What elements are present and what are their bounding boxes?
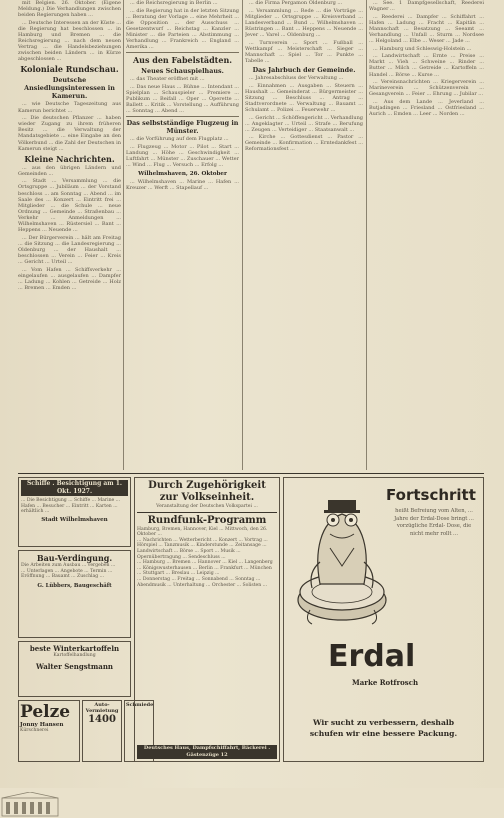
ad-erdal-mark: Marke Rotfrosch — [352, 678, 419, 687]
kolonial-text: ... wie Deutsche Tageszeitung aus Kamerun berichtet ... — [18, 101, 121, 114]
frog-mascot-illustration — [290, 492, 394, 632]
rule-col2-b — [126, 116, 239, 117]
column-rule-1 — [123, 0, 124, 470]
heading-kolonial: Koloniale Rundschau. — [20, 64, 119, 75]
ad-verdingung-footer: G. Lübbers, Baugeschäft — [37, 582, 112, 589]
jahr-text-col4: ... Hamburg und Schleswig-Holstein ... — [373, 45, 472, 52]
column-3: ... die Firma Pergamon Oldenburg ... ... Versammlung ... Rede ... die Vorträge ... Mitglieder ... Ortsgruppe ... Kreisverband ... Landesverband ... Bund ... Wilhelmshaven ... Rüstringen ... Bant ... Heppens ... Neuende ... Jever ... Varel ... Oldenburg ... ... Turnverein ... Sport ... Fußball ... Wettkampf ... Meisterschaft ... Sieger ... Mannschaft ... Spiel ... Tor ... Punkte ... Tabelle ... Das Jahrbuch der Gemeinde. ... Jahresabschluss der Verwaltung ... ... Einnahmen ... Ausgaben ... Steuern ... Haushalt ... Gemeinderat ... Bürgermeister ... Sitzung ... Beschluss ... Antrag ... Stadtverordnete ... Verwaltung ... Bauamt ... Schulamt ... Polizei ... Feuerwehr ... ... Gericht ... Schöffengericht ... Verhandlung ... Angeklagter ... Urteil ... Strafe ... Berufung ... Zeugen ... Verteidiger ... Staatsanwalt ... ... Kirche ... Gottesdienst ... Pastor ... Gemeinde ... Konfirmation ... Erntedankfest ... Reformationsfest ... — [245, 0, 363, 153]
flugzeug-text: ... die Vorführung auf dem Flugplatz ... — [130, 136, 229, 143]
fabel-text: ... das Theater eröffnet mit ... — [130, 76, 205, 83]
jahr-text-col3: ... Jahresabschluss der Verwaltung ... — [249, 74, 344, 81]
ad-erdal-title: Fortschritt — [386, 486, 476, 504]
nachrichten-text: ... aus den übrigen Ländern und Gemeinden ... — [18, 164, 121, 177]
page-margin-bottom — [0, 788, 504, 818]
ad-rundfunk-headline-2: zur Volkseinheit. — [159, 492, 255, 503]
ad-rundfunk-headline-1: Durch Zugehörigkeit — [148, 480, 266, 491]
ad-rundfunk-program: Hamburg, Bremen, Hannover, Kiel ... Mittwoch, den 26. Oktober ... — [137, 526, 268, 538]
ad-kartoffeln-sub: Walter Sengstmann — [35, 661, 114, 671]
column-rule-3 — [366, 0, 367, 470]
ad-erdal-slogan-2: schufen wir eine bessere Packung. — [309, 729, 458, 738]
dateline: Wilhelmshaven, 26. Oktober — [138, 171, 227, 178]
subheading-kolonial: Deutsche Ansiedlungsinteressen in Kamerun. — [24, 76, 115, 101]
ad-pelze — [18, 700, 80, 762]
ad-rundfunk-text: Veranstaltung der Deutschen Volkspartei ... — [156, 504, 258, 509]
ad-kartoffeln-text: Kartoffelhandlung — [53, 653, 96, 658]
column-1-lead: mit Belgien. 26. Oktober. (Eigene Meldung.) Die Verhandlungen zwischen beiden Regierungen haben ... — [18, 0, 121, 19]
ad-verdingung: Bau-Verdingung. Die Arbeiten zum Ausbau ... vergeben ... ... Unterlagen ... Angebote ... Termin ... Eröffnung ... Bauamt ... Zuschlag ... G. Lübbers, Baugeschäft — [18, 550, 131, 638]
column-1: mit Belgien. 26. Oktober. (Eigene Meldung.) Die Verhandlungen zwischen beiden Regierungen haben ... ... Deutsche Interessen an der Küste ... die Regierung hat beschlossen ... in Hamburg und Bremen ... die Reichsregierung ... nach dem neuen Vertrag ... die Handelsbeziehungen zwischen beiden Ländern ... in Kürze abgeschlossen ... Koloniale Rundschau. Deutsche Ansiedlungsinteressen in Kamerun. ... wie Deutsche Tageszeitung aus Kamerun berichtet ... ... Die deutschen Pflanzer ... haben wieder Zugang zu ihrem früheren Besitz ... die Verwaltung der Mandatsgebiete ... eine Eingabe an den Völkerbund ... die Zahl der Deutschen in Kamerun steigt ... Kleine Nachrichten. ... aus den übrigen Ländern und Gemeinden ... ... Stadt ... Versammlung ... die Ortsgruppe ... Jubiläum ... der Vorstand beschloss ... am Sonntag ... Abend ... im Saale des ... Konzert ... Eintritt frei ... Mitglieder ... die Schule ... neue Ordnung ... Gemeinde ... Straßenbau ... Verkehr ... Anmeldungen ... Wilhelmshaven ... Rüstersiel ... Bant ... Heppens ... Neuende ... ... Der Bürgerverein ... hält am Freitag ... die Sitzung ... die Landesregierung ... Oldenburg ... der Haushalt ... beschlossen ... Verein ... Feier ... Kreis ... Gericht ... Urteil ... ... Vom Hafen ... Schiffsverkehr ... eingelaufen ... ausgelaufen ... Dampfer ... Ladung ... Kohlen ... Getreide ... Holz ... Bremen ... Emden ... — [18, 0, 121, 291]
ad-auto — [82, 700, 122, 762]
ads-separator — [18, 473, 484, 474]
column-2: ... die Reichsregierung in Berlin ... ... die Regierung hat in der letzten Sitzung ... Beratung der Vorlage ... eine Mehrheit ... die Opposition ... der Ausschuss ... Gesetzentwurf ... Reichstag ... Kanzler ... Minister ... die Parteien ... Abstimmung ... Verhandlung ... Frankreich ... England ... Amerika ... Aus den Fabelstädten. Neues Schauspielhaus. ... das Theater eröffnet mit ... ... Das neue Haus ... Bühne ... Intendant ... Spielplan ... Schauspieler ... Premiere ... Publikum ... Beifall ... Oper ... Operette ... Ballett ... Kritik ... Vorstellung ... Aufführung ... Sonntag ... Abend ... Das selbstständige Flugzeug in Münster. ... die Vorführung auf dem Flugplatz ... ... Flugzeug ... Motor ... Pilot ... Start ... Landung ... Höhe ... Geschwindigkeit ... Luftfahrt ... Münster ... Zuschauer ... Wetter ... Wind ... Flug ... Versuch ... Erfolg ... Wilhelmshaven, 26. Oktober ... Wilhelmshaven ... Marine ... Hafen ... Kreuzer ... Werft ... Stapellauf ... — [126, 0, 239, 192]
ad-pelze-title: Pelze — [20, 702, 71, 722]
ad-schiffe: Schiffe . Besichtigung am 1. Okt. 1927. ... Die Besichtigung ... Schiffe ... Marine ... Hafen ... Besucher ... Eintritt ... Karten ... erhältlich ... Stadt Wilhelmshaven — [18, 477, 131, 547]
ad-verdingung-title: Bau-Verdingung. — [36, 553, 113, 563]
column-rule-2 — [242, 0, 243, 470]
ad-rundfunk-title: Rundfunk-Programm — [147, 514, 267, 526]
library-stamp-logo — [0, 792, 60, 818]
ad-auto-title: Auto-Vermietung — [85, 702, 119, 714]
ad-schiffe-title: Schiffe . Besichtigung am 1. Okt. 1927. — [21, 480, 128, 496]
heading-jahr: Das Jahrbuch der Gemeinde. — [252, 65, 356, 74]
heading-nachrichten: Kleine Nachrichten. — [24, 153, 115, 164]
ad-verdingung-text: Die Arbeiten zum Ausbau ... vergeben ... — [21, 563, 116, 568]
ad-erdal — [283, 477, 484, 762]
ad-rundfunk: Durch Zugehörigkeit zur Volkseinheit. Veranstaltung der Deutschen Volkspartei ... Rundfunk-Programm Hamburg, Bremen, Hannover, Kiel ... Mittwoch, den 26. Oktober ... ... Nachrichten ... Wetterbericht ... Konzert ... Vortrag ... Hörspiel ... Tanzmusik ... Kinderstunde ... Zeitansage ... Landwirtschaft ... Börse ... Sport ... Musik ... Opernübertragung ... Sendeschluss ... ... Hamburg ... Bremen ... Hannover ... Kiel ... Langenberg ... Königswusterhausen ... Berlin ... Frankfurt ... München ... Stuttgart ... Breslau ... Leipzig ... ... Donnerstag ... Freitag ... Sonnabend ... Sonntag ... Abendmusik ... Unterhaltung ... Orchester ... Solisten ... Deutsches Haus, Dampfschiffahrt, Bäckerei . Gästenzüge 12 — [134, 477, 280, 762]
heading-flugzeug: Das selbstständige Flugzeug in Münster. — [126, 119, 239, 136]
column-4: ... See. 1 Dampfgesellschaft, Reederei Wagner ... ... Reederei ... Dampfer ... Schiffahrt ... Hafen ... Ladung ... Fracht ... Kapitän ... Mannschaft ... Besatzung ... Seeamt ... Verhandlung ... Unfall ... Sturm ... Nordsee ... Helgoland ... Elbe ... Weser ... Jade ... ... Hamburg und Schleswig-Holstein ... ... Landwirtschaft ... Ernte ... Preise ... Markt ... Vieh ... Schweine ... Rinder ... Butter ... Milch ... Getreide ... Kartoffeln ... Handel ... Börse ... Kurse ... ... Vereinsnachrichten ... Kriegerverein ... Marineverein ... Schützenverein ... Gesangverein ... Feier ... Ehrung ... Jubilar ... ... Aus dem Lande ... Jeverland ... Butjadingen ... Friesland ... Ostfriesland ... Aurich ... Emden ... Leer ... Norden ... — [369, 0, 484, 118]
subheading-fabel: Neues Schauspielhaus. — [141, 67, 224, 76]
ad-schmiede-text: Schmiede — [126, 702, 154, 708]
ad-erdal-slogan-1: Wir sucht zu verbessern, deshalb — [312, 718, 455, 727]
heading-fabel: Aus den Fabelstädten. — [132, 55, 233, 66]
column-2-lead: ... die Reichsregierung in Berlin ... — [130, 0, 218, 6]
rule-col2-a — [126, 52, 239, 53]
ad-kartoffeln-title: beste Winterkartoffeln — [29, 644, 120, 653]
ad-kartoffeln — [18, 641, 131, 697]
ad-pelze-name: Jonny Hansen — [20, 722, 64, 728]
ad-auto-phone: 1400 — [88, 714, 116, 725]
column-4-lead: ... See. 1 Dampfgesellschaft, Reederei Wagner ... — [369, 0, 484, 13]
ad-rundfunk-footer: Deutsches Haus, Dampfschiffahrt, Bäckerei . Gästenzüge 12 — [137, 745, 277, 759]
ad-schiffe-text: Stadt Wilhelmshaven — [41, 516, 108, 523]
column-3-lead: ... die Firma Pergamon Oldenburg ... — [249, 0, 343, 6]
ad-erdal-brand: Erdal — [328, 639, 416, 674]
ad-pelze-text: Kürschnerei — [20, 728, 49, 733]
ad-erdal-text: heißt Befreiung vom Alten, ... Jahre der Erdal-Dose bringt ... vorzügliche Erdal- Dose, die nicht mehr rollt ... — [394, 508, 474, 537]
